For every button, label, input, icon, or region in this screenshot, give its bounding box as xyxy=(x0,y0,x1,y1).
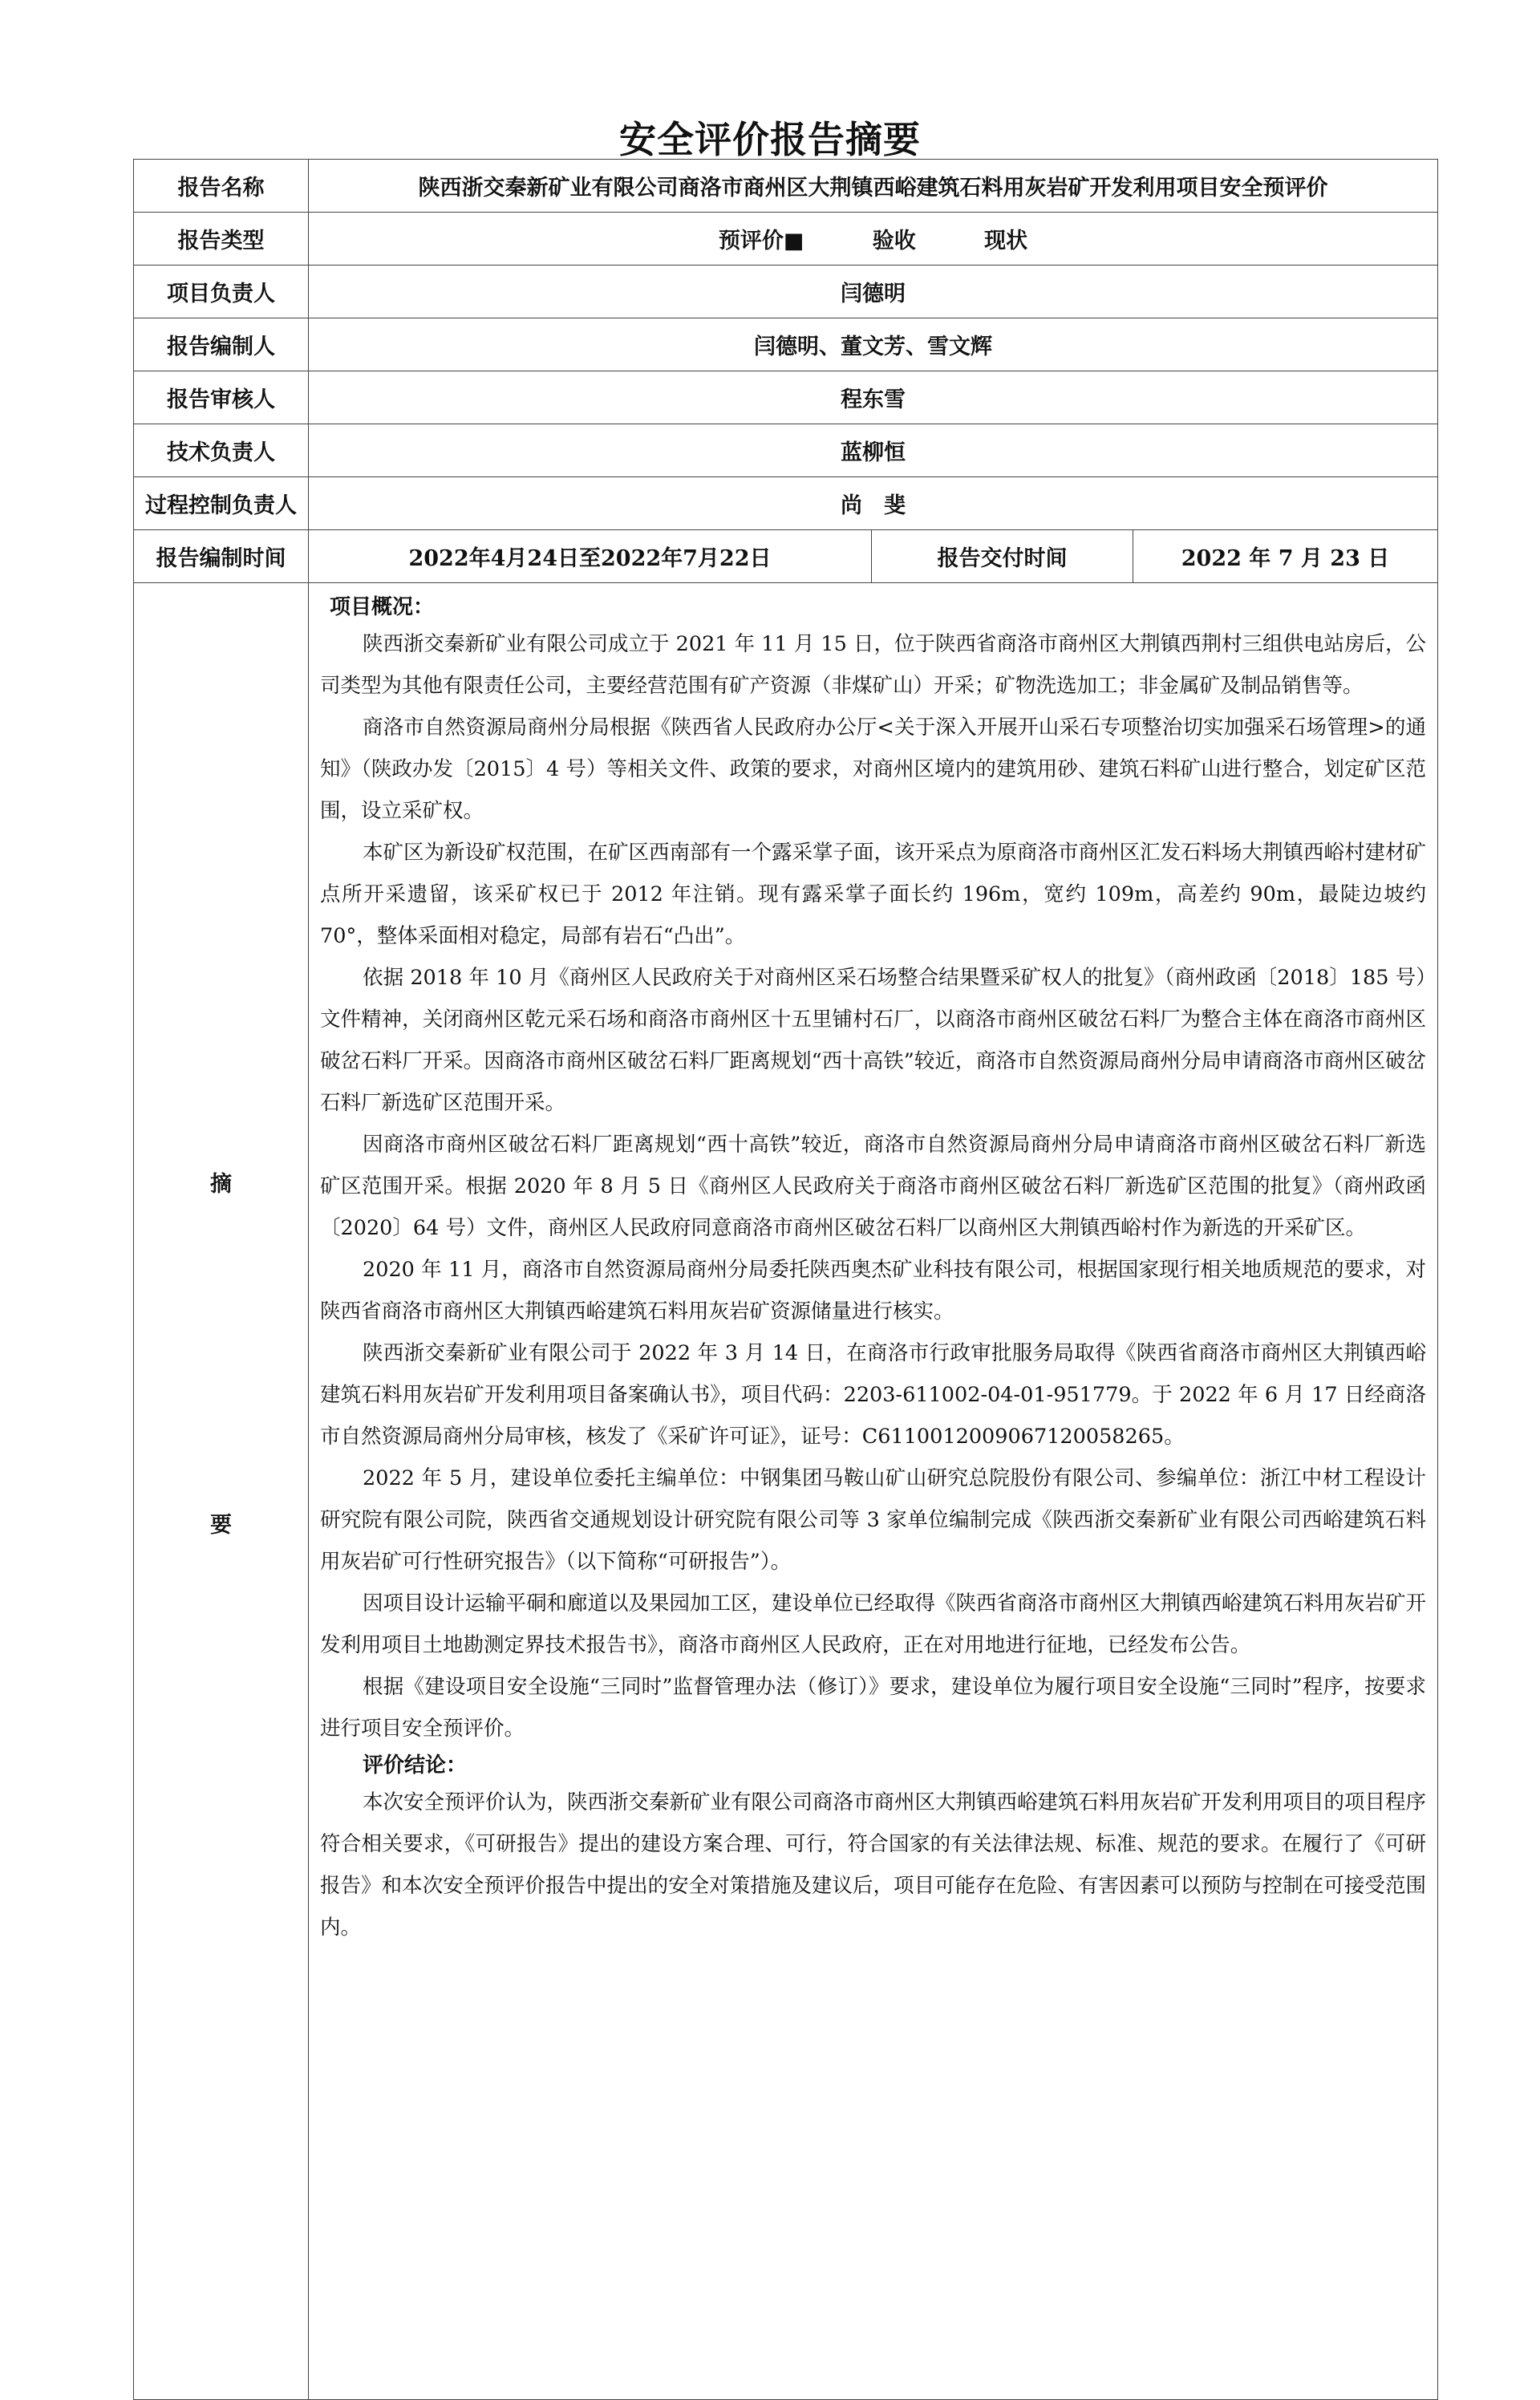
row-process-lead xyxy=(134,477,1438,530)
overview-paragraph: 依据 2018 年 10 月《商州区人民政府关于对商州区采石场整合结果暨采矿权人的批复》（商州政函〔2018〕185 号）文件精神，关闭商州区乾元采石场和商洛市商州区十五里铺村石厂，以商洛市商州区破岔石料厂为整合主体在商洛市商州区破岔石料厂开采。因商洛市商州区破岔石料厂距离规划“西十高铁”较近，商洛市自然资源局商州分局申请商洛市商州区破岔石料厂新选矿区范围开采。 xyxy=(320,966,1427,1115)
report-type-options xyxy=(309,213,1438,266)
overview-paragraph: 因商洛市商州区破岔石料厂距离规划“西十高铁”较近，商洛市自然资源局商州分局申请商洛市商州区破岔石料厂新选矿区范围开采。根据 2020 年 8 月 5 日《商州区人民政府关于商洛市商州区破岔石料厂新选矿区范围的批复》（商州政函〔2020〕64 号）文件，商州区人民政府同意商洛市商州区破岔石料厂以商州区大荆镇西峪村作为新选的开采矿区。 xyxy=(320,1133,1427,1240)
overview-paragraph: 陕西浙交秦新矿业有限公司成立于 2021 年 11 月 15 日，位于陕西省商洛市商州区大荆镇西荆村三组供电站房后，公司类型为其他有限责任公司，主要经营范围有矿产资源（非煤矿山）开采；矿物洗选加工；非金属矿及制品销售等。 xyxy=(320,632,1427,698)
project-lead-label: 项目负责人 xyxy=(134,266,309,318)
report-name-value: 陕西浙交秦新矿业有限公司商洛市商州区大荆镇西峪建筑石料用灰岩矿开发利用项目安全预评价 xyxy=(309,160,1438,213)
process-lead-label: 过程控制负责人 xyxy=(134,477,309,530)
delivery-time-label: 报告交付时间 xyxy=(872,530,1133,583)
abstract-content xyxy=(309,583,1438,2400)
report-type-option-status: 现状 xyxy=(984,229,1028,253)
abstract-side-char-top: 摘 xyxy=(210,1172,232,1197)
row-project-lead xyxy=(134,266,1438,318)
row-reviewer xyxy=(134,371,1438,424)
abstract-side-label xyxy=(134,583,309,2400)
reviewer-label: 报告审核人 xyxy=(134,371,309,424)
overview-paragraph: 本矿区为新设矿权范围，在矿区西南部有一个露采掌子面，该开采点为原商洛市商州区汇发石料场大荆镇西峪村建材矿点所开采遗留，该采矿权已于 2012 年注销。现有露采掌子面长约 196m，宽约 109m，高差约 90m，最陡边坡约 70°，整体采面相对稳定，局部有岩石“凸出”。 xyxy=(320,841,1427,948)
process-lead-value: 尚 斐 xyxy=(309,477,1438,530)
overview-paragraph: 陕西浙交秦新矿业有限公司于 2022 年 3 月 14 日，在商洛市行政审批服务局取得《陕西省商洛市商州区大荆镇西峪建筑石料用灰岩矿开发利用项目备案确认书》，项目代码：2203-611002-04-01-951779。于 2022 年 6 月 17 日经商洛市自然资源局商州分局审核，核发了《采矿许可证》，证号：C6110012009067120058265。 xyxy=(320,1341,1427,1449)
reviewer-value: 程东雪 xyxy=(309,371,1438,424)
compile-time-label: 报告编制时间 xyxy=(134,530,309,583)
overview-paragraph: 根据《建设项目安全设施“三同时”监督管理办法（修订）》要求，建设单位为履行项目安全设施“三同时”程序，按要求进行项目安全预评价。 xyxy=(320,1675,1427,1741)
tech-lead-value: 蓝柳恒 xyxy=(309,424,1438,477)
overview-paragraph: 商洛市自然资源局商州分局根据《陕西省人民政府办公厅<关于深入开展开山采石专项整治切实加强采石场管理>的通知》（陕政办发〔2015〕4 号）等相关文件、政策的要求，对商州区境内的建筑用砂、建筑石料矿山进行整合，划定矿区范围，设立采矿权。 xyxy=(320,716,1427,823)
report-type-option-pre: 预评价■ xyxy=(718,229,804,253)
row-compile-time xyxy=(134,530,1438,583)
conclusion-paragraph: 本次安全预评价认为，陕西浙交秦新矿业有限公司商洛市商州区大荆镇西峪建筑石料用灰岩矿开发利用项目的项目程序符合相关要求，《可研报告》提出的建设方案合理、可行，符合国家的有关法律法规、标准、规范的要求。在履行了《可研报告》和本次安全预评价报告中提出的安全对策措施及建议后，项目可能存在危险、有害因素可以预防与控制在可接受范围内。 xyxy=(320,1790,1427,1940)
project-lead-value: 闫德明 xyxy=(309,266,1438,318)
overview-paragraph: 因项目设计运输平硐和廊道以及果园加工区，建设单位已经取得《陕西省商洛市商州区大荆镇西峪建筑石料用灰岩矿开发利用项目土地勘测定界技术报告书》，商洛市商州区人民政府，正在对用地进行征地，已经发布公告。 xyxy=(320,1591,1427,1657)
row-report-name xyxy=(134,160,1438,213)
overview-paragraph: 2020 年 11 月，商洛市自然资源局商州分局委托陕西奥杰矿业科技有限公司，根据国家现行相关地质规范的要求，对陕西省商洛市商州区大荆镇西峪建筑石料用灰岩矿资源储量进行核实。 xyxy=(320,1258,1427,1324)
conclusion-heading: 评价结论： xyxy=(363,1753,468,1778)
summary-table xyxy=(133,159,1438,2400)
page-title: 安全评价报告摘要 xyxy=(619,118,921,161)
delivery-time-value: 2022 年 7 月 23 日 xyxy=(1133,530,1438,583)
overview-paragraph: 2022 年 5 月，建设单位委托主编单位：中钢集团马鞍山矿山研究总院股份有限公司、参编单位：浙江中材工程设计研究院有限公司院，陕西省交通规划设计研究院有限公司等 3 家单位编制完成《陕西浙交秦新矿业有限公司西峪建筑石料用灰岩矿可行性研究报告》（以下简称“可研报告”）。 xyxy=(320,1466,1427,1574)
compilers-value: 闫德明、董文芳、雪文辉 xyxy=(309,318,1438,371)
compile-time-value: 2022年4月24日至2022年7月22日 xyxy=(309,530,872,583)
overview-heading: 项目概况： xyxy=(330,595,435,619)
report-type-option-acceptance: 验收 xyxy=(872,229,916,253)
row-report-type xyxy=(134,213,1438,266)
row-compilers xyxy=(134,318,1438,371)
row-tech-lead xyxy=(134,424,1438,477)
report-name-label: 报告名称 xyxy=(134,160,309,213)
tech-lead-label: 技术负责人 xyxy=(134,424,309,477)
abstract-side-char-bottom: 要 xyxy=(210,1513,232,1538)
compilers-label: 报告编制人 xyxy=(134,318,309,371)
row-abstract xyxy=(134,583,1438,2400)
report-type-label: 报告类型 xyxy=(134,213,309,266)
